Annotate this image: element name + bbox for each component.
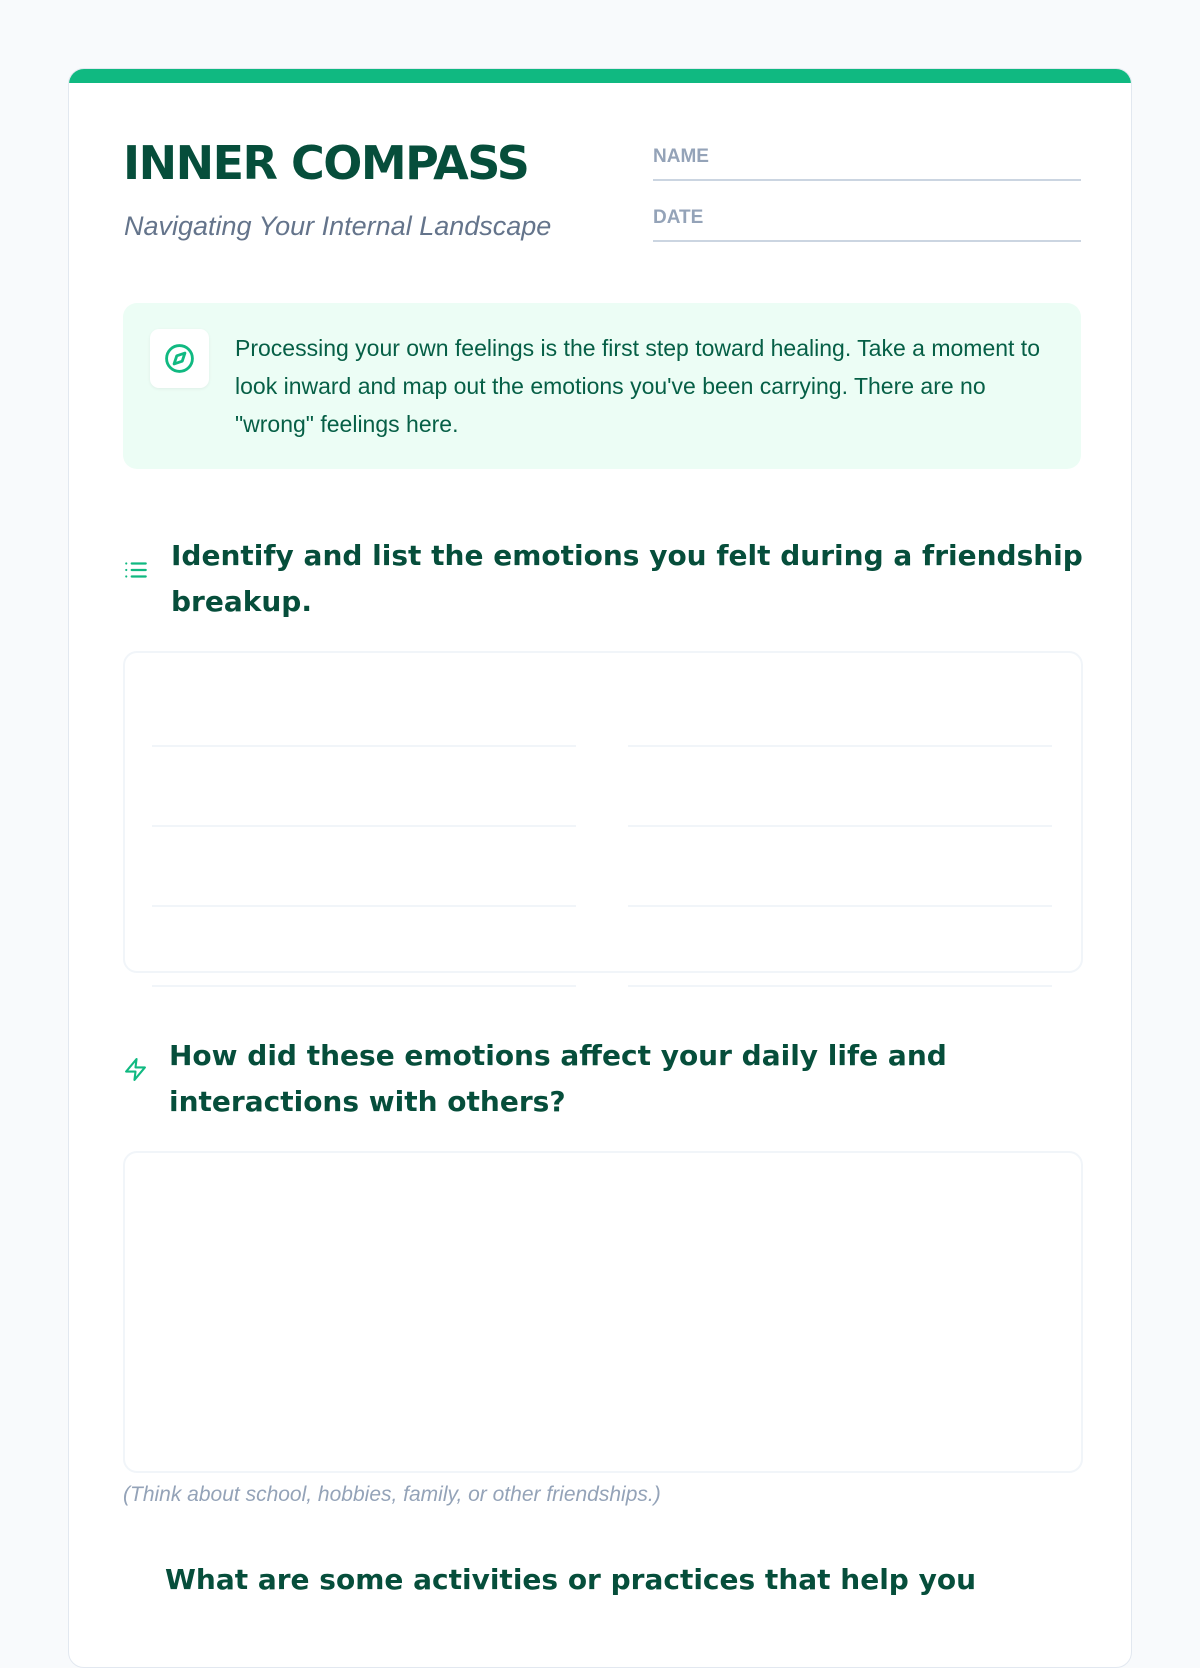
list-icon <box>123 557 149 583</box>
name-field[interactable] <box>653 136 1081 181</box>
intro-text: Processing your own feelings is the first step toward healing. Take a moment to look inward and map out the emotions you've been carrying. There are no "wrong" feelings here. <box>235 335 1040 437</box>
question-1-text: Identify and list the emotions you felt during a friendship breakup. <box>171 539 1083 618</box>
accent-bar <box>69 69 1131 83</box>
date-field[interactable] <box>653 197 1081 242</box>
page-title: INNER COMPASS <box>123 136 529 190</box>
answer-line <box>628 825 1052 827</box>
answer-line <box>152 905 576 907</box>
answer-line <box>152 745 576 747</box>
question-2-text: How did these emotions affect your daily life and interactions with others? <box>169 1039 947 1118</box>
intro-icon-box <box>150 329 209 388</box>
emotion-list-answer-box[interactable] <box>123 651 1083 973</box>
name-label: NAME <box>653 146 709 167</box>
answer-line <box>152 825 576 827</box>
answer-line <box>628 985 1052 987</box>
answer-line <box>628 745 1052 747</box>
compass-icon <box>164 343 195 374</box>
question-2-hint: (Think about school, hobbies, family, or other friendships.) <box>123 1483 661 1506</box>
page-subtitle: Navigating Your Internal Landscape <box>124 211 552 241</box>
question-3-text: What are some activities or practices that help you <box>165 1563 977 1596</box>
worksheet-card <box>68 68 1132 1668</box>
daily-life-answer-box[interactable] <box>123 1151 1083 1473</box>
date-label: DATE <box>653 207 704 228</box>
answer-line <box>152 985 576 987</box>
intro-callout <box>123 303 1081 469</box>
answer-line <box>628 905 1052 907</box>
lightning-icon <box>123 1057 148 1082</box>
